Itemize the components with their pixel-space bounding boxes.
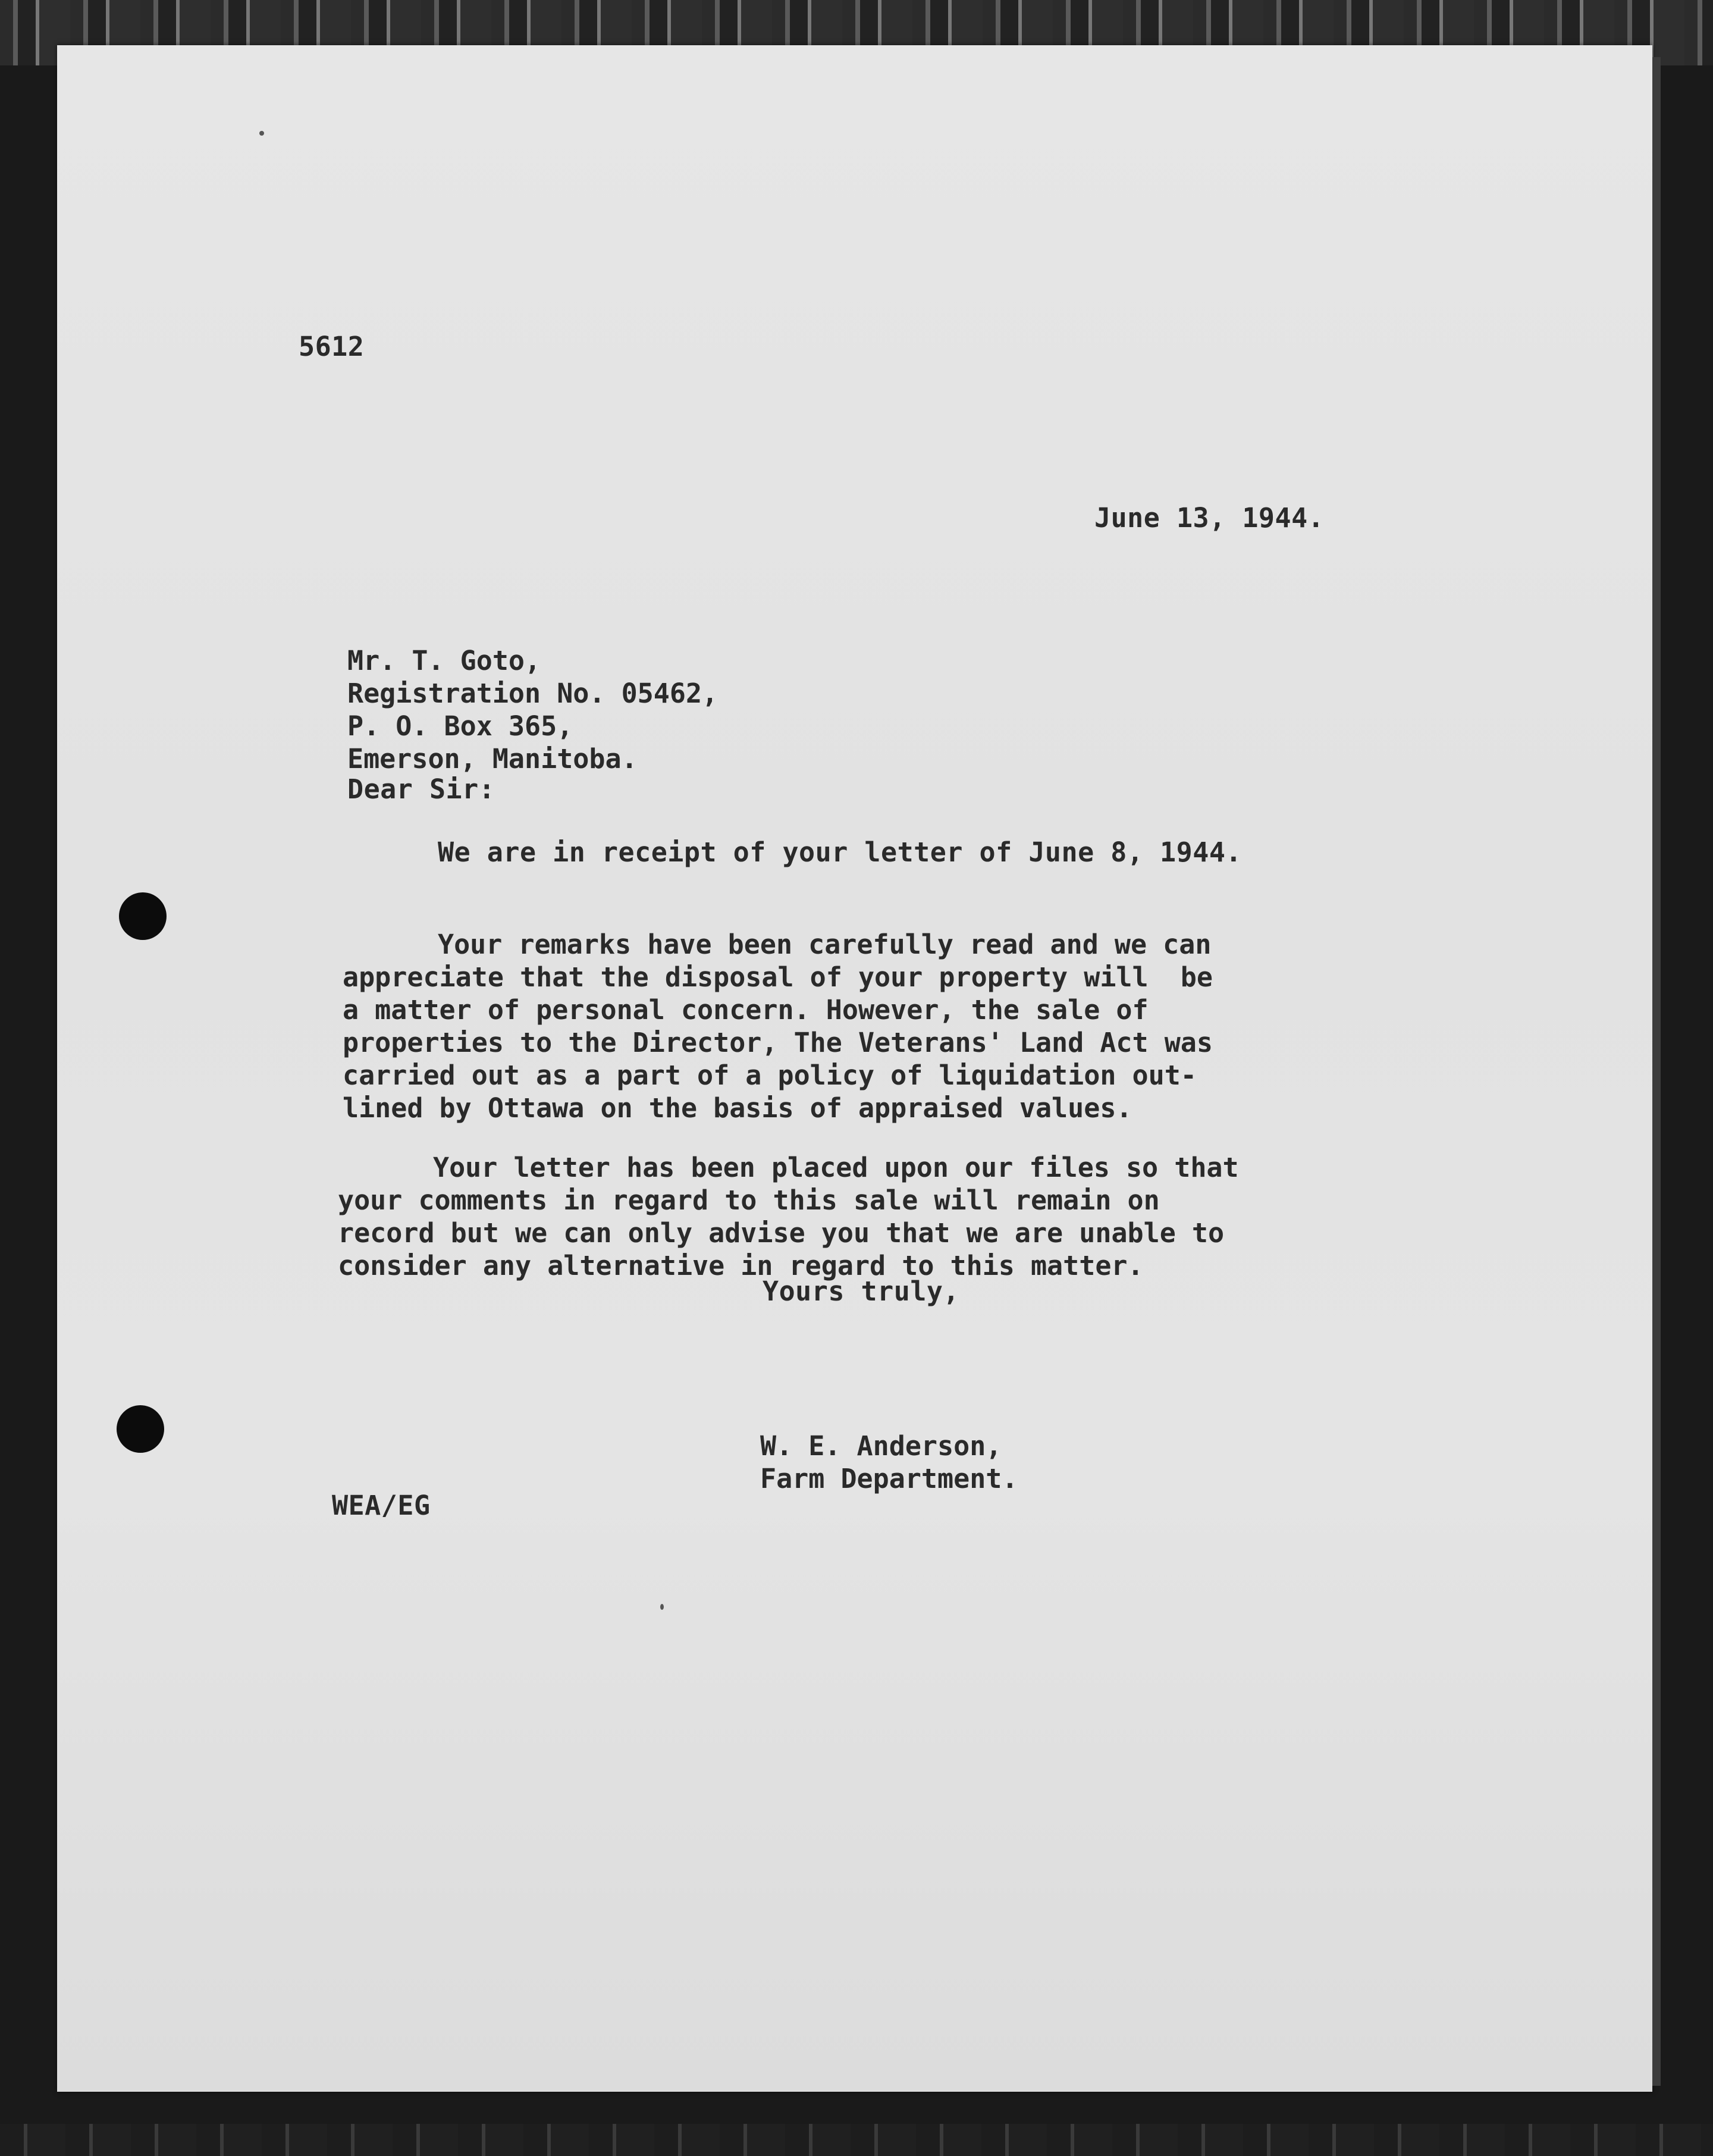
paragraph-remarks-line: carried out as a part of a policy of liquidation out- (343, 1060, 1197, 1091)
recipient-po-box: P. O. Box 365, (347, 710, 573, 742)
reference-initials: WEA/EG (332, 1490, 431, 1521)
closing: Yours truly, (763, 1276, 960, 1307)
page-edge-shadow (1652, 57, 1661, 2086)
salutation: Dear Sir: (347, 773, 495, 805)
paragraph-remarks-line: appreciate that the disposal of your property will be (343, 961, 1213, 993)
film-strip-bottom (0, 2124, 1713, 2156)
letter-date: June 13, 1944. (1094, 502, 1325, 534)
punch-hole-lower (117, 1405, 164, 1453)
paragraph-remarks-line: lined by Ottawa on the basis of appraised values. (343, 1092, 1132, 1124)
punch-hole-upper (119, 892, 167, 940)
paragraph-remarks-line: properties to the Director, The Veterans' Land Act was (343, 1027, 1213, 1058)
paragraph-remarks (343, 895, 1213, 1157)
signature-name: W. E. Anderson, (760, 1430, 1002, 1462)
paper-speck (259, 131, 264, 136)
signature-block (760, 1397, 1018, 1528)
file-number: 5612 (299, 331, 365, 362)
paragraph-receipt: We are in receipt of your letter of June 8, 1944. (438, 836, 1243, 868)
signature-department: Farm Department. (760, 1463, 1018, 1494)
recipient-city: Emerson, Manitoba. (347, 743, 638, 775)
paragraph-remarks-line: a matter of personal concern. However, the sale of (343, 994, 1149, 1026)
paragraph-files-line: Your letter has been placed upon our files so that (433, 1152, 1239, 1183)
paragraph-remarks-line: Your remarks have been carefully read and we can (438, 929, 1212, 960)
paragraph-files-line: your comments in regard to this sale will remain on (338, 1184, 1160, 1216)
paper-speck (660, 1604, 664, 1610)
recipient-registration: Registration No. 05462, (347, 678, 719, 709)
paragraph-files-line: consider any alternative in regard to this matter. (338, 1250, 1144, 1281)
recipient-name: Mr. T. Goto, (347, 645, 541, 676)
paragraph-files-line: record but we can only advise you that we are unable to (338, 1217, 1225, 1249)
